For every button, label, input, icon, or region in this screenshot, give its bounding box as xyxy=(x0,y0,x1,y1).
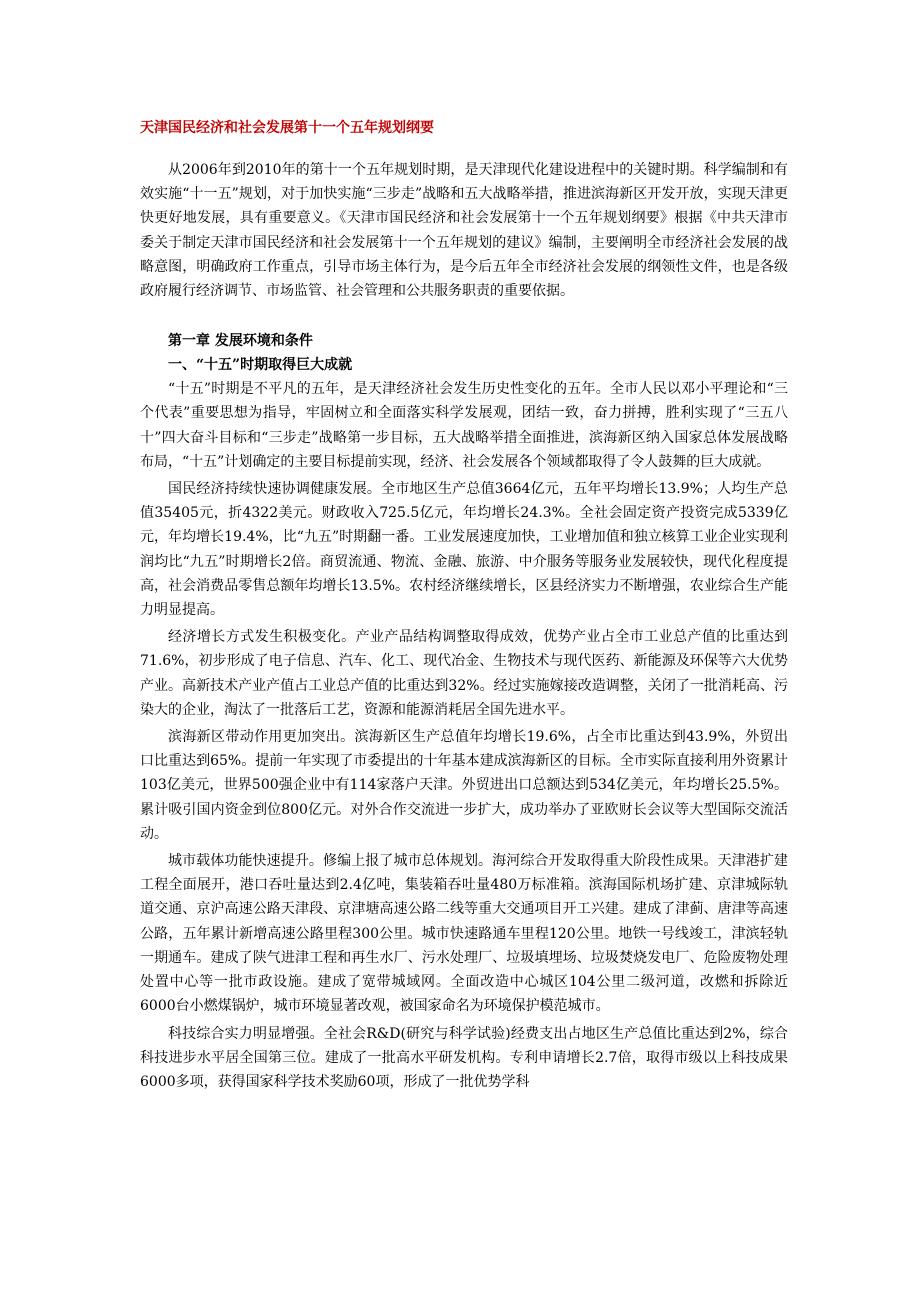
body-paragraph-2: 国民经济持续快速协调健康发展。全市地区生产总值3664亿元，五年平均增长13.9%；人均生产总值35405元，折4322美元。财政收入725.5亿元，年均增长24.3%。全社会固定资产投资完成5339亿元，年均增长19.4%，比“九五”时期翻一番。工业发展速度加快，工业增加值和独立核算工业企业实现利润均比“九五”时期增长2倍。商贸流通、物流、金融、旅游、中介服务等服务业发展较快，现代化程度提高，社会消费品零售总额年均增长13.5%。农村经济继续增长，区县经济实力不断增强，农业综合生产能力明显提高。 xyxy=(140,481,788,619)
document-title: 天津国民经济和社会发展第十一个五年规划纲要 xyxy=(140,120,434,136)
body-paragraph-3: 经济增长方式发生积极变化。产业产品结构调整取得成效，优势产业占全市工业总产值的比重达到71.6%，初步形成了电子信息、汽车、化工、现代冶金、生物技术与现代医药、新能源及环保等六大优势产业。高新技术产业产值占工业总产值的比重达到32%。经过实施嫁接改造调整，关闭了一批消耗高、污染大的企业，淘汰了一批落后工艺，资源和能源消耗居全国先进水平。 xyxy=(140,629,788,718)
intro-paragraph: 从2006年到2010年的第十一个五年规划时期，是天津现代化建设进程中的关键时期。科学编制和有效实施“十一五”规划，对于加快实施“三步走”战略和五大战略举措，推进滨海新区开发开放，实现天津更快更好地发展，具有重要意义。《天津市国民经济和社会发展第十一个五年规划纲要》根据《中共天津市委关于制定天津市国民经济和社会发展第十一个五年规划的建议》编制，主要阐明全市经济社会发展的战略意图，明确政府工作重点，引导市场主体行为，是今后五年全市经济社会发展的纲领性文件，也是各级政府履行经济调节、市场监管、社会管理和公共服务职责的重要依据。 xyxy=(140,162,788,300)
body-paragraph-6: 科技综合实力明显增强。全社会R&D(研究与科学试验)经费支出占地区生产总值比重达到2%，综合科技进步水平居全国第三位。建成了一批高水平研发机构。专利申请增长2.7倍，取得市级以上科技成果6000多项，获得国家科学技术奖励60项，形成了一批优势学科 xyxy=(140,1025,788,1090)
chapter-title: 第一章 发展环境和条件 xyxy=(168,333,313,350)
body-paragraph-1: “十五”时期是不平凡的五年，是天津经济社会发生历史性变化的五年。全市人民以邓小平理论和“三个代表”重要思想为指导，牢固树立和全面落实科学发展观，团结一致，奋力拼搏，胜利实现了“三五八十”四大奋斗目标和“三步走”战略第一步目标，五大战略举措全面推进，滨海新区纳入国家总体发展战略布局，“十五”计划确定的主要目标提前实现，经济、社会发展各个领域都取得了令人鼓舞的巨大成就。 xyxy=(140,381,788,470)
document-page xyxy=(140,116,788,1094)
body-paragraph-5: 城市载体功能快速提升。修编上报了城市总体规划。海河综合开发取得重大阶段性成果。天津港扩建工程全面展开，港口吞吐量达到2.4亿吨，集装箱吞吐量480万标准箱。滨海国际机场扩建、京津城际轨道交通、京沪高速公路天津段、京津塘高速公路二线等重大交通项目开工兴建。建成了津蓟、唐津等高速公路，五年累计新增高速公路里程300公里。城市快速路通车里程120公里。地铁一号线竣工，津滨轻轨一期通车。建成了陕气进津工程和再生水厂、污水处理厂、垃圾填埋场、垃圾焚烧发电厂、危险废物处理处置中心等一批市政设施。建成了宽带城域网。全面改造中心城区104公里二级河道，改燃和拆除近6000台小燃煤锅炉，城市环境显著改观，被国家命名为环境保护模范城市。 xyxy=(140,853,788,1015)
section-title: 一、“十五”时期取得巨大成就 xyxy=(168,357,353,374)
body-paragraph-4: 滨海新区带动作用更加突出。滨海新区生产总值年均增长19.6%，占全市比重达到43.9%，外贸出口比重达到65%。提前一年实现了市委提出的十年基本建成滨海新区的目标。全市实际直接利用外资累计103亿美元，世界500强企业中有114家落户天津。外贸进出口总额达到534亿美元，年均增长25.5%。累计吸引国内资金到位800亿元。对外合作交流进一步扩大，成功举办了亚欧财长会议等大型国际交流活动。 xyxy=(140,729,788,842)
